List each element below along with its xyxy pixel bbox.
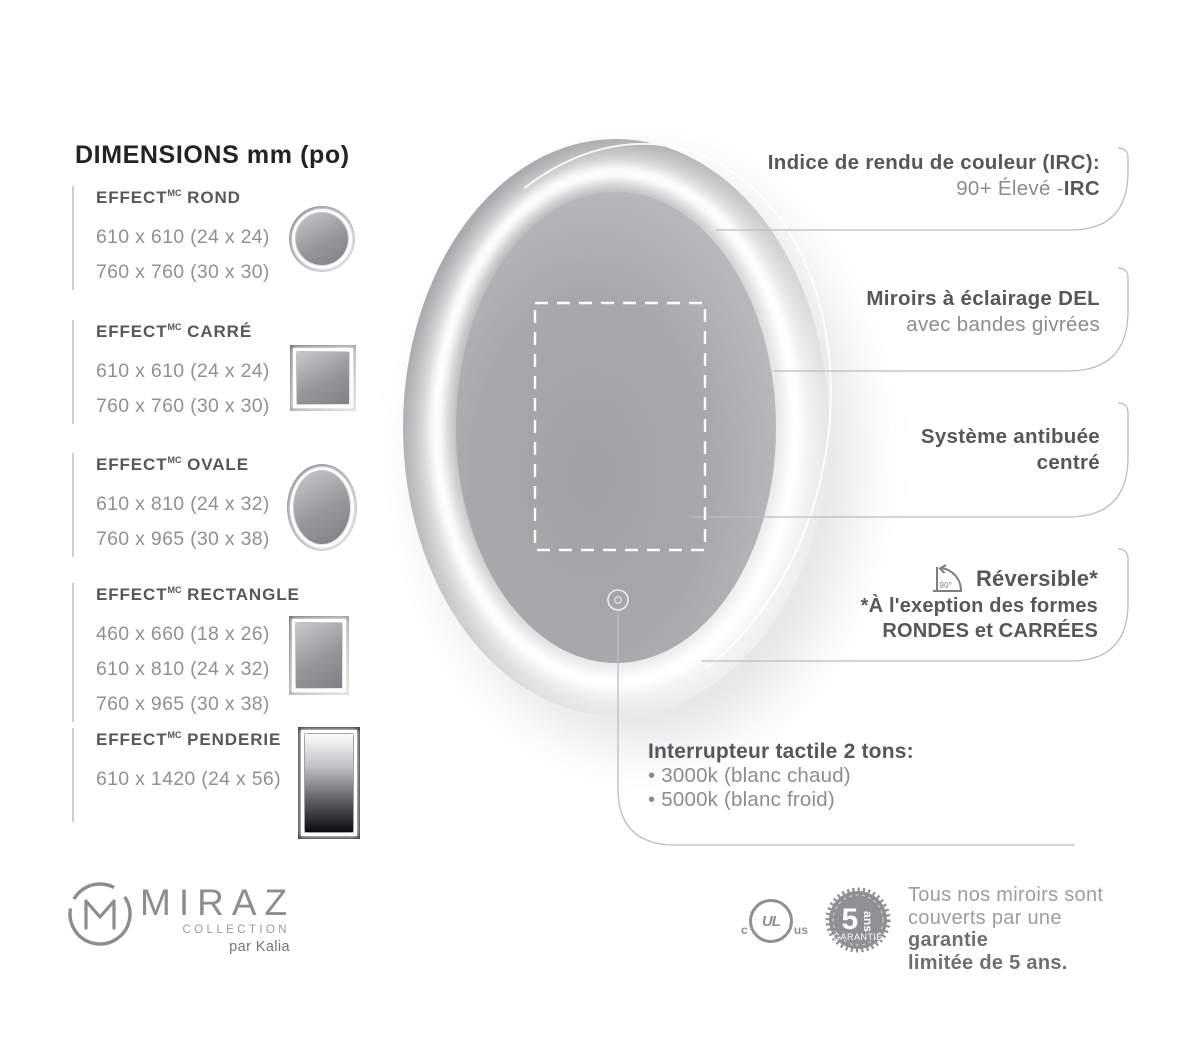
- warranty-text: [908, 884, 1128, 974]
- switch-option: • 3000k (blanc chaud): [648, 764, 851, 787]
- product-brand: EFFECT: [96, 188, 168, 207]
- switch-option: • 5000k (blanc froid): [648, 787, 835, 811]
- product-shape: OVALE: [187, 455, 249, 474]
- page-title: DIMENSIONS mm (po): [75, 141, 350, 169]
- product-brand: EFFECT: [96, 585, 168, 604]
- callout-reversible-shapes: RONDES et CARRÉES: [882, 620, 1098, 642]
- size-line: 460 x 660 (18 x 26): [96, 623, 270, 645]
- size-line: 610 x 810 (24 x 32): [96, 658, 270, 680]
- size-line: 760 x 760 (30 x 30): [96, 395, 270, 417]
- callout-irc-title: Indice de rendu de couleur (IRC):: [767, 151, 1100, 174]
- warranty-line: Tous nos miroirs sont: [908, 884, 1104, 906]
- trademark: MC: [167, 730, 182, 740]
- size-line: 610 x 610 (24 x 24): [96, 360, 270, 382]
- size-line: 610 x 1420 (24 x 56): [96, 768, 281, 790]
- size-line: 610 x 810 (24 x 32): [96, 493, 270, 515]
- trademark: MC: [167, 585, 182, 595]
- callout-reversible-title: Réversible*: [975, 566, 1098, 591]
- trademark: MC: [167, 455, 182, 465]
- brand-name: MIRAZ: [140, 882, 296, 923]
- cul-c-label: c: [741, 923, 748, 937]
- miraz-logo-emblem: [64, 878, 136, 950]
- callout-irc: [768, 150, 1100, 202]
- product-shape: ROND: [187, 188, 241, 207]
- miraz-wordmark: [140, 882, 296, 955]
- badge-unit: ans: [861, 911, 875, 933]
- callout-irc-value: [768, 176, 1100, 202]
- warranty-light: couverts par une: [908, 906, 1062, 929]
- rotate-90-icon: [931, 564, 967, 594]
- size-line: 610 x 610 (24 x 24): [96, 226, 270, 248]
- brand-collection-label: COLLECTION: [182, 924, 290, 936]
- rotate-angle-label: 90°: [939, 581, 953, 590]
- cul-us-label: us: [793, 923, 809, 937]
- badge-number: 5: [841, 903, 859, 936]
- callout-antifog-title: Système antibuée: [920, 425, 1100, 448]
- product-shape: PENDERIE: [187, 730, 282, 749]
- brand-by-label: par Kalia: [229, 939, 290, 955]
- irc-value-light: 90+ Élevé -: [956, 177, 1064, 200]
- size-line: 760 x 965 (30 x 38): [96, 693, 270, 715]
- trademark: MC: [167, 322, 182, 332]
- warranty-bold: garantie: [908, 929, 989, 951]
- warranty-line: limitée de 5 ans.: [908, 951, 1068, 974]
- antifog-zone-dashed-rect: [535, 303, 705, 550]
- ul-circle-logo: UL: [749, 899, 793, 943]
- size-line: 760 x 760 (30 x 30): [96, 261, 270, 283]
- trademark: MC: [167, 188, 182, 198]
- badge-label: GARANTIE: [832, 932, 884, 942]
- callout-antifog: [921, 424, 1100, 476]
- callout-antifog-sub: centré: [1036, 451, 1100, 474]
- irc-value-bold: IRC: [1063, 177, 1100, 200]
- size-line: 760 x 965 (30 x 38): [96, 528, 270, 550]
- callout-del: [866, 286, 1100, 338]
- callout-reversible-note: *À l'exeption des formes: [860, 595, 1098, 617]
- callout-del-title: Miroirs à éclairage DEL: [866, 287, 1100, 310]
- warranty-line: [908, 907, 1128, 952]
- product-brand: EFFECT: [96, 455, 168, 474]
- callout-switch: [648, 739, 914, 811]
- callout-del-sub: avec bandes givrées: [906, 313, 1100, 336]
- product-shape: RECTANGLE: [187, 585, 300, 604]
- product-shape: CARRÉ: [187, 322, 253, 341]
- product-brand: EFFECT: [96, 730, 168, 749]
- cul-certification-mark: [741, 899, 808, 943]
- callout-reversible: [861, 564, 1098, 644]
- warranty-5-year-badge: [823, 885, 893, 955]
- product-brand: EFFECT: [96, 322, 168, 341]
- touch-button-icon: [608, 590, 628, 610]
- callout-switch-title: Interrupteur tactile 2 tons:: [648, 740, 914, 763]
